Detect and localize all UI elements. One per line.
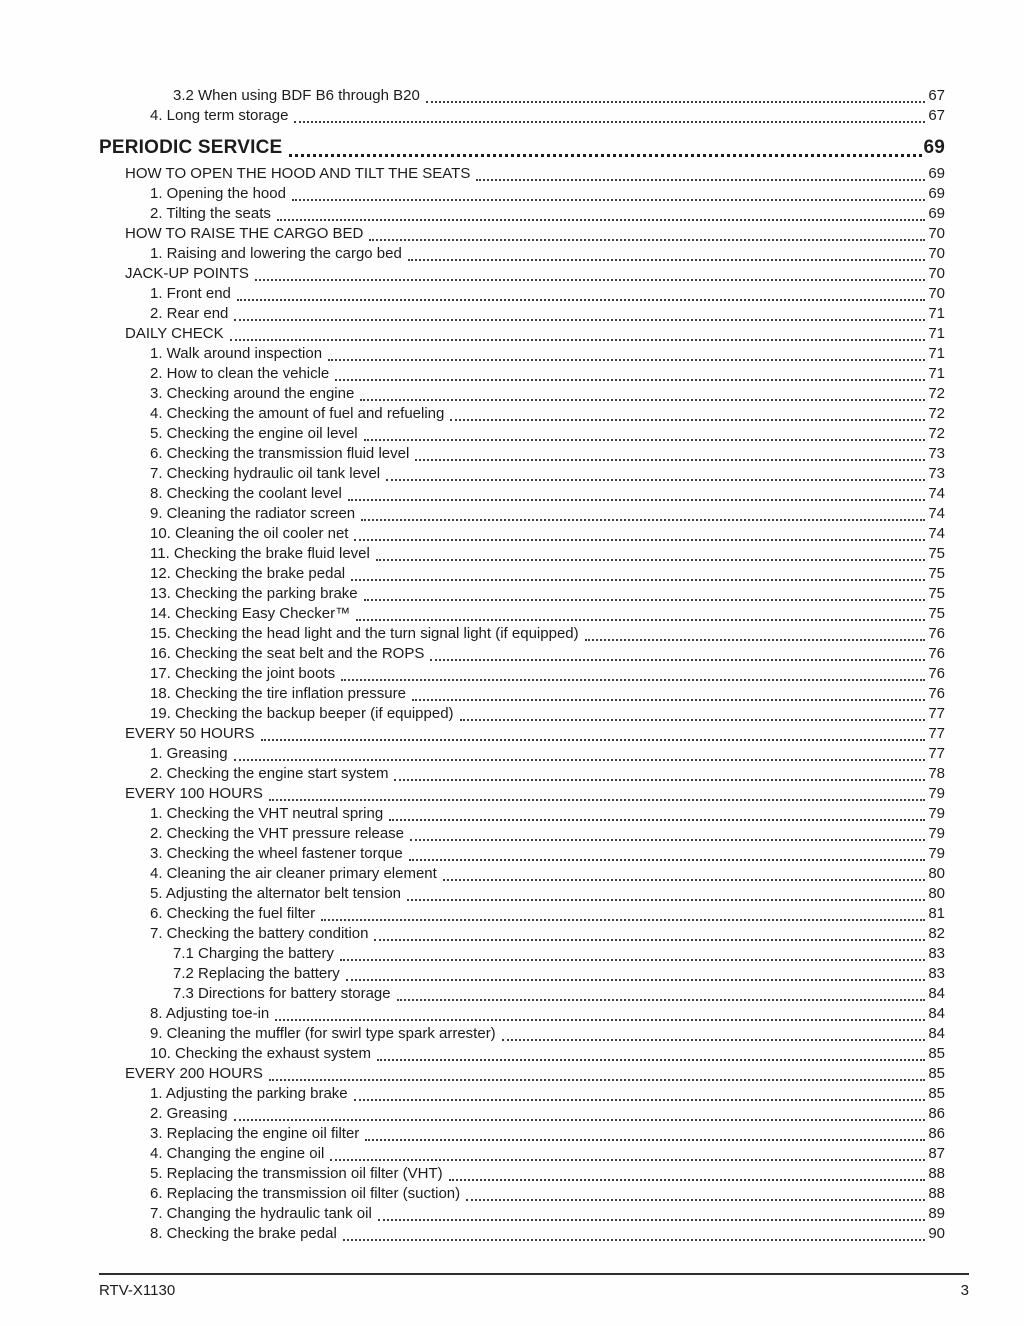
toc-entry-text: 6. Checking the transmission fluid level bbox=[150, 445, 410, 462]
toc-entry-text: 12. Checking the brake pedal bbox=[150, 565, 346, 582]
toc-entry-text: 13. Checking the parking brake bbox=[150, 585, 358, 602]
toc-entry-page: 70 bbox=[928, 245, 945, 262]
toc-entry-page: 89 bbox=[928, 1205, 945, 1222]
dot-leader bbox=[502, 1024, 926, 1041]
toc-entry bbox=[99, 524, 945, 544]
toc-entry-page: 81 bbox=[928, 905, 945, 922]
toc-entry-page: 72 bbox=[928, 405, 945, 422]
toc-entry bbox=[99, 106, 945, 126]
toc-entry-text: 2. Checking the VHT pressure release bbox=[150, 825, 405, 842]
toc-entry-text: 9. Cleaning the muffler (for swirl type spark arrester) bbox=[150, 1025, 496, 1042]
toc-entry-page: 74 bbox=[928, 485, 945, 502]
toc-entry-text: HOW TO OPEN THE HOOD AND TILT THE SEATS bbox=[125, 165, 471, 182]
toc-entry-text: 17. Checking the joint boots bbox=[150, 665, 336, 682]
toc-entry bbox=[99, 344, 945, 364]
toc-entry bbox=[99, 904, 945, 924]
dot-leader bbox=[394, 764, 925, 781]
dot-leader bbox=[449, 1164, 926, 1181]
toc-entry-text: 4. Checking the amount of fuel and refueling bbox=[150, 405, 445, 422]
toc-entry-page: 79 bbox=[928, 845, 945, 862]
toc-entry bbox=[99, 804, 945, 824]
toc-entry bbox=[99, 324, 945, 344]
dot-leader bbox=[330, 1144, 925, 1161]
dot-leader bbox=[321, 904, 925, 921]
toc-entry-page: 77 bbox=[928, 725, 945, 742]
toc-entry bbox=[99, 584, 945, 604]
toc-entry-page: 75 bbox=[928, 565, 945, 582]
toc-entry bbox=[99, 1124, 945, 1144]
toc-entry-text: 16. Checking the seat belt and the ROPS bbox=[150, 645, 425, 662]
dot-leader bbox=[354, 524, 925, 541]
toc-entry-page: 71 bbox=[928, 345, 945, 362]
toc-entry bbox=[99, 664, 945, 684]
dot-leader bbox=[443, 864, 926, 881]
toc-entry-text: 8. Adjusting toe-in bbox=[150, 1005, 270, 1022]
toc-entry-text: EVERY 200 HOURS bbox=[125, 1065, 263, 1082]
toc-entry-text: 2. How to clean the vehicle bbox=[150, 365, 330, 382]
dot-leader bbox=[234, 744, 926, 761]
toc-entry-page: 90 bbox=[928, 1225, 945, 1242]
dot-leader bbox=[407, 884, 925, 901]
toc-entry bbox=[99, 1204, 945, 1224]
dot-leader bbox=[294, 106, 925, 123]
dot-leader bbox=[340, 944, 925, 961]
toc-entry-text: 4. Long term storage bbox=[150, 107, 289, 124]
dot-leader bbox=[386, 464, 925, 481]
dot-leader bbox=[335, 364, 925, 381]
dot-leader bbox=[269, 1064, 925, 1081]
toc-entry bbox=[99, 1024, 945, 1044]
toc-entry bbox=[99, 304, 945, 324]
toc-entry-page: 67 bbox=[928, 107, 945, 124]
toc-entry bbox=[99, 364, 945, 384]
toc-entry-page: 83 bbox=[928, 945, 945, 962]
toc-entry bbox=[99, 864, 945, 884]
toc-entry-text: 7.3 Directions for battery storage bbox=[173, 985, 391, 1002]
dot-leader bbox=[328, 344, 925, 361]
toc-entry bbox=[99, 1104, 945, 1124]
toc-entry-text: 10. Checking the exhaust system bbox=[150, 1045, 371, 1062]
toc-entry bbox=[99, 564, 945, 584]
toc-entry-page: 76 bbox=[928, 665, 945, 682]
toc-entry-page: 87 bbox=[928, 1145, 945, 1162]
toc-entry bbox=[99, 1144, 945, 1164]
toc-entry bbox=[99, 164, 945, 184]
toc-entry-page: 79 bbox=[928, 825, 945, 842]
toc-entry-page: 85 bbox=[928, 1065, 945, 1082]
dot-leader bbox=[409, 844, 926, 861]
toc-entry bbox=[99, 424, 945, 444]
dot-leader bbox=[378, 1204, 926, 1221]
toc-entry bbox=[99, 204, 945, 224]
dot-leader bbox=[585, 624, 926, 641]
toc-entry bbox=[99, 464, 945, 484]
toc-entry-page: 75 bbox=[928, 605, 945, 622]
toc-entry bbox=[99, 504, 945, 524]
toc-entry-text: 5. Replacing the transmission oil filter (VHT) bbox=[150, 1165, 443, 1182]
dot-leader bbox=[360, 384, 925, 401]
toc-entry-page: 74 bbox=[928, 505, 945, 522]
toc-entry-page: 80 bbox=[928, 865, 945, 882]
dot-leader bbox=[348, 484, 926, 501]
toc-entry-text: 1. Adjusting the parking brake bbox=[150, 1085, 348, 1102]
toc-entry-page: 76 bbox=[928, 685, 945, 702]
toc-entry bbox=[99, 844, 945, 864]
toc-entry-page: 82 bbox=[928, 925, 945, 942]
toc-entry bbox=[99, 924, 945, 944]
toc-entry bbox=[99, 984, 945, 1004]
toc-entry-text: 7. Checking the battery condition bbox=[150, 925, 369, 942]
toc-entry-text: 19. Checking the backup beeper (if equipped) bbox=[150, 705, 454, 722]
toc-entry-text: 2. Greasing bbox=[150, 1105, 228, 1122]
toc-entry-text: 3.2 When using BDF B6 through B20 bbox=[173, 87, 420, 104]
toc-entry-text: 7. Checking hydraulic oil tank level bbox=[150, 465, 381, 482]
dot-leader bbox=[408, 244, 925, 261]
dot-leader bbox=[369, 224, 925, 241]
dot-leader bbox=[343, 1224, 926, 1241]
toc-entry bbox=[99, 384, 945, 404]
dot-leader bbox=[389, 804, 925, 821]
toc-entry-page: 71 bbox=[928, 305, 945, 322]
toc-entry-text: PERIODIC SERVICE bbox=[99, 137, 283, 158]
toc-entry bbox=[99, 224, 945, 244]
dot-leader bbox=[376, 544, 925, 561]
toc-entry-text: 7.1 Charging the battery bbox=[173, 945, 334, 962]
dot-leader bbox=[289, 135, 922, 157]
toc-entry-page: 69 bbox=[923, 137, 945, 158]
toc-entry-text: 6. Replacing the transmission oil filter (suction) bbox=[150, 1185, 461, 1202]
toc-entry bbox=[99, 444, 945, 464]
dot-leader bbox=[351, 564, 925, 581]
dot-leader bbox=[364, 584, 926, 601]
dot-leader bbox=[415, 444, 925, 461]
toc-entry-text: HOW TO RAISE THE CARGO BED bbox=[125, 225, 364, 242]
toc-entry bbox=[99, 964, 945, 984]
toc-entry-text: 3. Replacing the engine oil filter bbox=[150, 1125, 360, 1142]
toc-entry-page: 67 bbox=[928, 87, 945, 104]
toc-entry bbox=[99, 1004, 945, 1024]
toc-entry bbox=[99, 1084, 945, 1104]
toc-entry bbox=[99, 744, 945, 764]
toc-entry-page: 70 bbox=[928, 225, 945, 242]
toc-entry-text: 15. Checking the head light and the turn signal light (if equipped) bbox=[150, 625, 579, 642]
toc-entry bbox=[99, 644, 945, 664]
toc-entry-text: 2. Rear end bbox=[150, 305, 229, 322]
dot-leader bbox=[341, 664, 925, 681]
toc-entry-page: 69 bbox=[928, 185, 945, 202]
toc-entry-page: 88 bbox=[928, 1165, 945, 1182]
dot-leader bbox=[237, 284, 925, 301]
toc-entry-text: 7.2 Replacing the battery bbox=[173, 965, 340, 982]
toc-entry-page: 74 bbox=[928, 525, 945, 542]
toc-entry-text: 2. Checking the engine start system bbox=[150, 765, 389, 782]
toc-entry-page: 79 bbox=[928, 805, 945, 822]
dot-leader bbox=[374, 924, 925, 941]
toc-entry bbox=[99, 135, 945, 161]
toc-entry-text: JACK-UP POINTS bbox=[125, 265, 249, 282]
toc-entry bbox=[99, 284, 945, 304]
dot-leader bbox=[365, 1124, 925, 1141]
toc-entry bbox=[99, 244, 945, 264]
toc-entry-page: 72 bbox=[928, 425, 945, 442]
toc-entry-text: 1. Opening the hood bbox=[150, 185, 286, 202]
toc-entry-page: 77 bbox=[928, 705, 945, 722]
footer-page-number: 3 bbox=[960, 1282, 969, 1299]
toc-entry-page: 85 bbox=[928, 1085, 945, 1102]
toc-entry bbox=[99, 944, 945, 964]
toc-entry bbox=[99, 764, 945, 784]
toc-entry-page: 73 bbox=[928, 465, 945, 482]
toc-entry-text: DAILY CHECK bbox=[125, 325, 224, 342]
dot-leader bbox=[361, 504, 925, 521]
dot-leader bbox=[460, 704, 926, 721]
toc-entry-page: 76 bbox=[928, 625, 945, 642]
toc-entry-page: 69 bbox=[928, 165, 945, 182]
dot-leader bbox=[397, 984, 926, 1001]
toc-entry-text: 4. Changing the engine oil bbox=[150, 1145, 325, 1162]
toc-entry-text: 8. Checking the brake pedal bbox=[150, 1225, 337, 1242]
toc-entry-page: 70 bbox=[928, 285, 945, 302]
dot-leader bbox=[269, 784, 925, 801]
toc-entry-text: 6. Checking the fuel filter bbox=[150, 905, 316, 922]
dot-leader bbox=[234, 304, 925, 321]
dot-leader bbox=[275, 1004, 925, 1021]
toc-entry-text: 1. Raising and lowering the cargo bed bbox=[150, 245, 402, 262]
toc-entry-text: 14. Checking Easy Checker™ bbox=[150, 605, 351, 622]
toc-entry-text: 1. Checking the VHT neutral spring bbox=[150, 805, 384, 822]
toc-entry-page: 75 bbox=[928, 545, 945, 562]
toc-entry bbox=[99, 624, 945, 644]
toc-entry bbox=[99, 1164, 945, 1184]
dot-leader bbox=[466, 1184, 925, 1201]
toc-entry-text: 7. Changing the hydraulic tank oil bbox=[150, 1205, 372, 1222]
footer-model-label: RTV-X1130 bbox=[99, 1282, 176, 1299]
toc-entry-page: 71 bbox=[928, 365, 945, 382]
toc-entry-text: 3. Checking around the engine bbox=[150, 385, 355, 402]
toc-entry-page: 88 bbox=[928, 1185, 945, 1202]
toc-entry bbox=[99, 704, 945, 724]
toc-entry bbox=[99, 684, 945, 704]
dot-leader bbox=[476, 164, 925, 181]
toc-entry bbox=[99, 604, 945, 624]
toc-entry-page: 76 bbox=[928, 645, 945, 662]
toc-entry-text: 9. Cleaning the radiator screen bbox=[150, 505, 356, 522]
toc-entry-text: 5. Adjusting the alternator belt tension bbox=[150, 885, 402, 902]
toc-entry-page: 86 bbox=[928, 1105, 945, 1122]
dot-leader bbox=[450, 404, 925, 421]
toc-entry-page: 79 bbox=[928, 785, 945, 802]
dot-leader bbox=[364, 424, 926, 441]
toc-entry-text: 11. Checking the brake fluid level bbox=[150, 545, 370, 562]
dot-leader bbox=[234, 1104, 926, 1121]
toc-entry-text: 1. Walk around inspection bbox=[150, 345, 323, 362]
toc-entry-text: 8. Checking the coolant level bbox=[150, 485, 342, 502]
toc-entry-page: 75 bbox=[928, 585, 945, 602]
toc-entry-page: 86 bbox=[928, 1125, 945, 1142]
toc-entry-page: 69 bbox=[928, 205, 945, 222]
dot-leader bbox=[426, 86, 926, 103]
toc-entry-text: 18. Checking the tire inflation pressure bbox=[150, 685, 406, 702]
dot-leader bbox=[377, 1044, 925, 1061]
dot-leader bbox=[255, 264, 925, 281]
dot-leader bbox=[410, 824, 925, 841]
page-footer bbox=[99, 1273, 969, 1299]
dot-leader bbox=[412, 684, 925, 701]
toc-entry bbox=[99, 1224, 945, 1244]
toc-entry bbox=[99, 1184, 945, 1204]
toc-entry-text: 1. Greasing bbox=[150, 745, 228, 762]
toc-entry bbox=[99, 1044, 945, 1064]
toc-entry-text: 2. Tilting the seats bbox=[150, 205, 271, 222]
dot-leader bbox=[354, 1084, 926, 1101]
toc-entry bbox=[99, 884, 945, 904]
toc-entry bbox=[99, 264, 945, 284]
dot-leader bbox=[261, 724, 926, 741]
toc-list bbox=[99, 86, 945, 1244]
toc-entry bbox=[99, 544, 945, 564]
dot-leader bbox=[346, 964, 926, 981]
toc-entry bbox=[99, 784, 945, 804]
toc-entry bbox=[99, 86, 945, 106]
toc-entry bbox=[99, 184, 945, 204]
toc-entry-text: EVERY 50 HOURS bbox=[125, 725, 255, 742]
toc-entry-page: 71 bbox=[928, 325, 945, 342]
toc-entry-page: 84 bbox=[928, 985, 945, 1002]
toc-entry bbox=[99, 824, 945, 844]
toc-entry-text: 5. Checking the engine oil level bbox=[150, 425, 358, 442]
toc-entry-text: 1. Front end bbox=[150, 285, 231, 302]
toc-entry-page: 77 bbox=[928, 745, 945, 762]
toc-entry-page: 78 bbox=[928, 765, 945, 782]
toc-entry bbox=[99, 404, 945, 424]
toc-entry-page: 83 bbox=[928, 965, 945, 982]
dot-leader bbox=[356, 604, 925, 621]
toc-entry-page: 85 bbox=[928, 1045, 945, 1062]
toc-entry-page: 84 bbox=[928, 1005, 945, 1022]
toc-entry bbox=[99, 484, 945, 504]
toc-entry-page: 80 bbox=[928, 885, 945, 902]
toc-entry-text: 10. Cleaning the oil cooler net bbox=[150, 525, 349, 542]
toc-entry-page: 73 bbox=[928, 445, 945, 462]
toc-entry bbox=[99, 1064, 945, 1084]
toc-entry bbox=[99, 724, 945, 744]
toc-entry-text: EVERY 100 HOURS bbox=[125, 785, 263, 802]
toc-entry-text: 3. Checking the wheel fastener torque bbox=[150, 845, 403, 862]
dot-leader bbox=[292, 184, 925, 201]
dot-leader bbox=[430, 644, 925, 661]
dot-leader bbox=[277, 204, 925, 221]
dot-leader bbox=[230, 324, 926, 341]
toc-entry-page: 70 bbox=[928, 265, 945, 282]
toc-entry-page: 84 bbox=[928, 1025, 945, 1042]
toc-entry-page: 72 bbox=[928, 385, 945, 402]
toc-entry-text: 4. Cleaning the air cleaner primary element bbox=[150, 865, 437, 882]
